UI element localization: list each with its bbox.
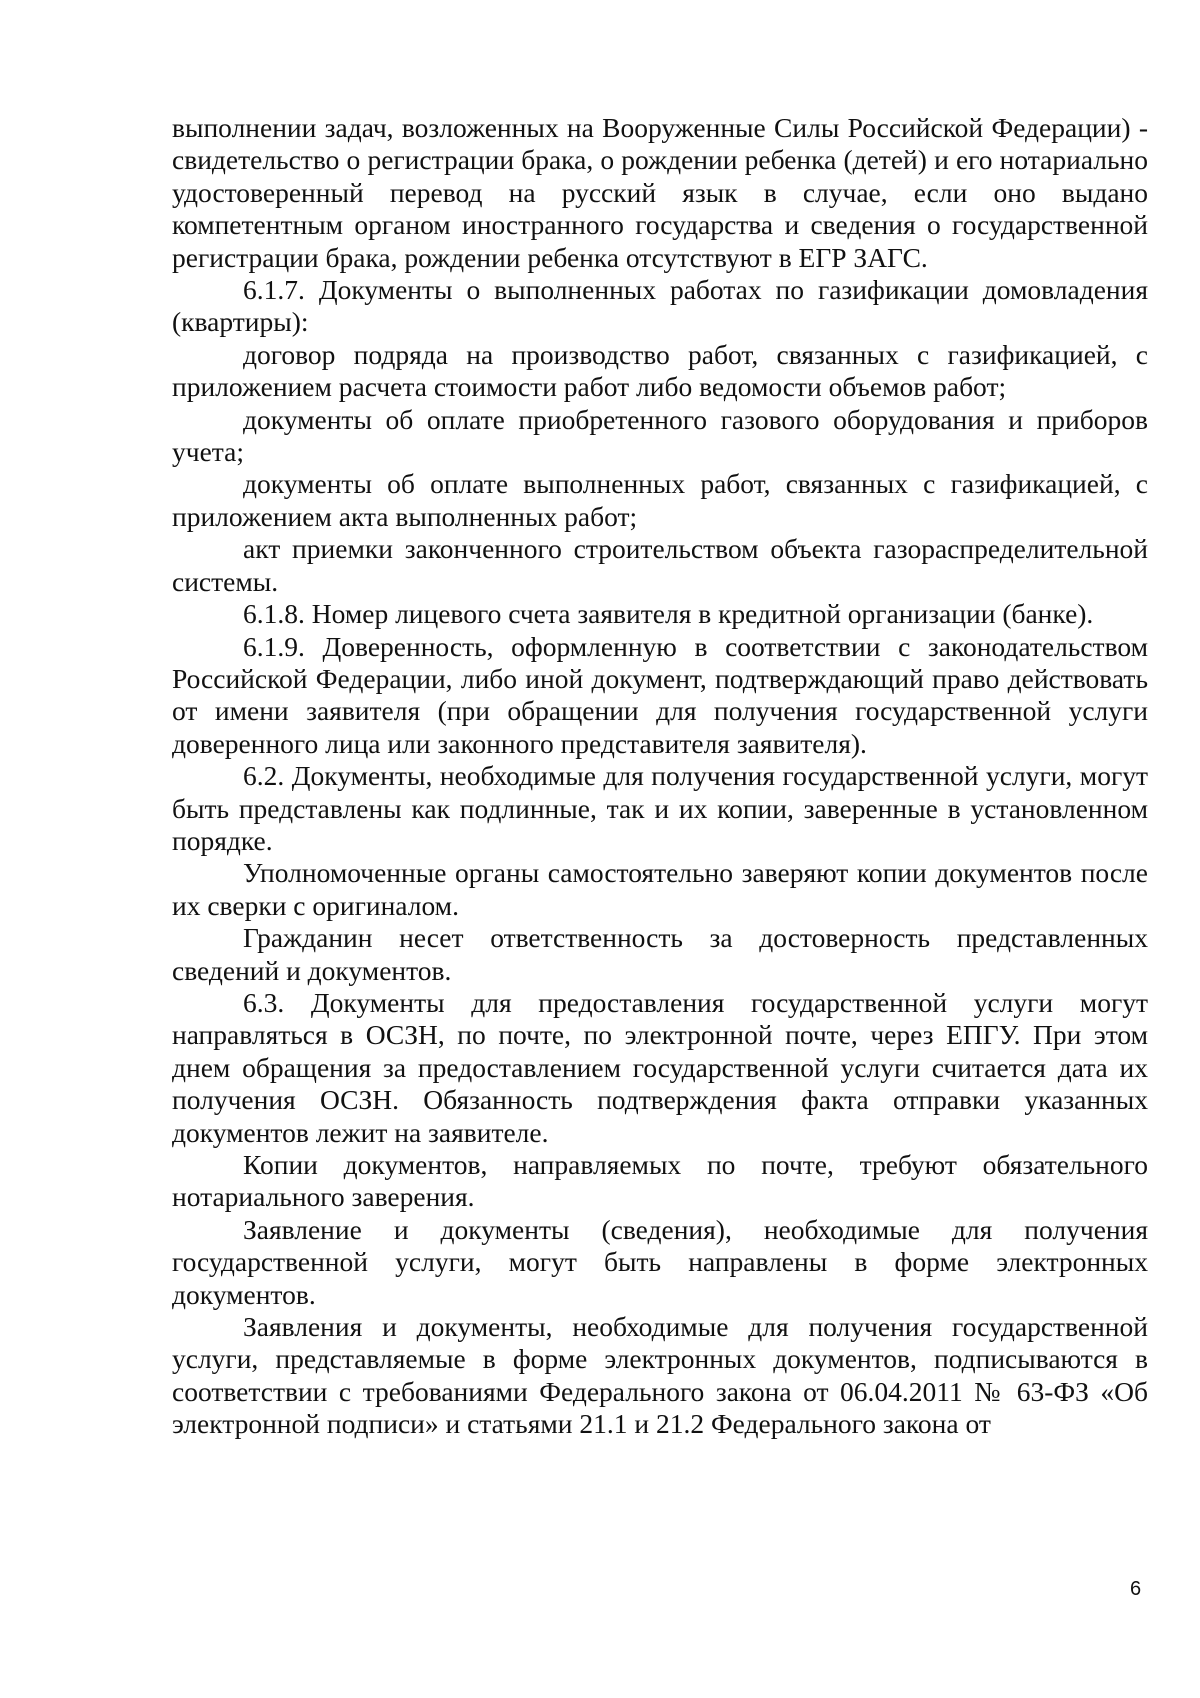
paragraph-copies-by-mail: Копии документов, направляемых по почте, требуют обязательного нотариального заверения. [172,1149,1148,1213]
paragraph-certification: Уполномоченные органы самостоятельно заверяют копии документов после их сверки с оригиналом. [172,857,1148,921]
paragraph-6-3: 6.3. Документы для предоставления государственной услуги могут направляться в ОСЗН, по почте, по электронной почте, через ЕПГУ. При этом днем обращения за предоставлением государственной услуги считается дата их получения ОСЗН. Обязанность подтверждения факта отправки указанных документов лежит на заявителе. [172,986,1148,1148]
paragraph-6-1-9: 6.1.9. Доверенность, оформленную в соответствии с законодательством Российской Федерации, либо иной документ, подтверждающий право действовать от имени заявителя (при обращении для получения государственной услуги доверенного лица или законного представителя заявителя). [172,630,1148,759]
paragraph-6-1-7: 6.1.7. Документы о выполненных работах по газификации домовладения (квартиры): [172,274,1148,338]
paragraph-works-payment: документы об оплате выполненных работ, связанных с газификацией, с приложением акта выполненных работ; [172,468,1148,532]
paragraph-responsibility: Гражданин несет ответственность за достоверность представленных сведений и документов. [172,922,1148,986]
paragraph-6-1-8: 6.1.8. Номер лицевого счета заявителя в кредитной организации (банке). [243,598,1094,630]
paragraph-6-2: 6.2. Документы, необходимые для получения государственной услуги, могут быть представлены как подлинные, так и их копии, заверенные в установленном порядке. [172,760,1148,856]
paragraph-continuation: выполнении задач, возложенных на Вооруженные Силы Российской Федерации) - свидетельство о регистрации брака, о рождении ребенка (детей) и его нотариально удостоверенный перевод на русский язык в случае, если оно выдано компетентным органом иностранного государства и сведения о государственной регистрации брака, рождении ребенка отсутствуют в ЕГР ЗАГС. [172,112,1148,273]
document-body [172,112,1148,1441]
paragraph-electronic-signature: Заявления и документы, необходимые для получения государственной услуги, представляемые в форме электронных документов, подписываются в соответствии с требованиями Федерального закона от 06.04.2011 № 63-ФЗ «Об электронной подписи» и статьями 21.1 и 21.2 Федерального закона от [172,1311,1148,1440]
page-number: 6 [1130,1578,1142,1600]
paragraph-electronic-form: Заявление и документы (сведения), необходимые для получения государственной услуги, могут быть направлены в форме электронных документов. [172,1213,1148,1310]
paragraph-equipment-payment: документы об оплате приобретенного газового оборудования и приборов учета; [172,403,1148,468]
paragraph-contract: договор подряда на производство работ, связанных с газификацией, с приложением расчета стоимости работ либо ведомости объемов работ; [172,338,1148,403]
paragraph-acceptance-act: акт приемки законченного строительством объекта газораспределительной системы. [172,533,1148,597]
